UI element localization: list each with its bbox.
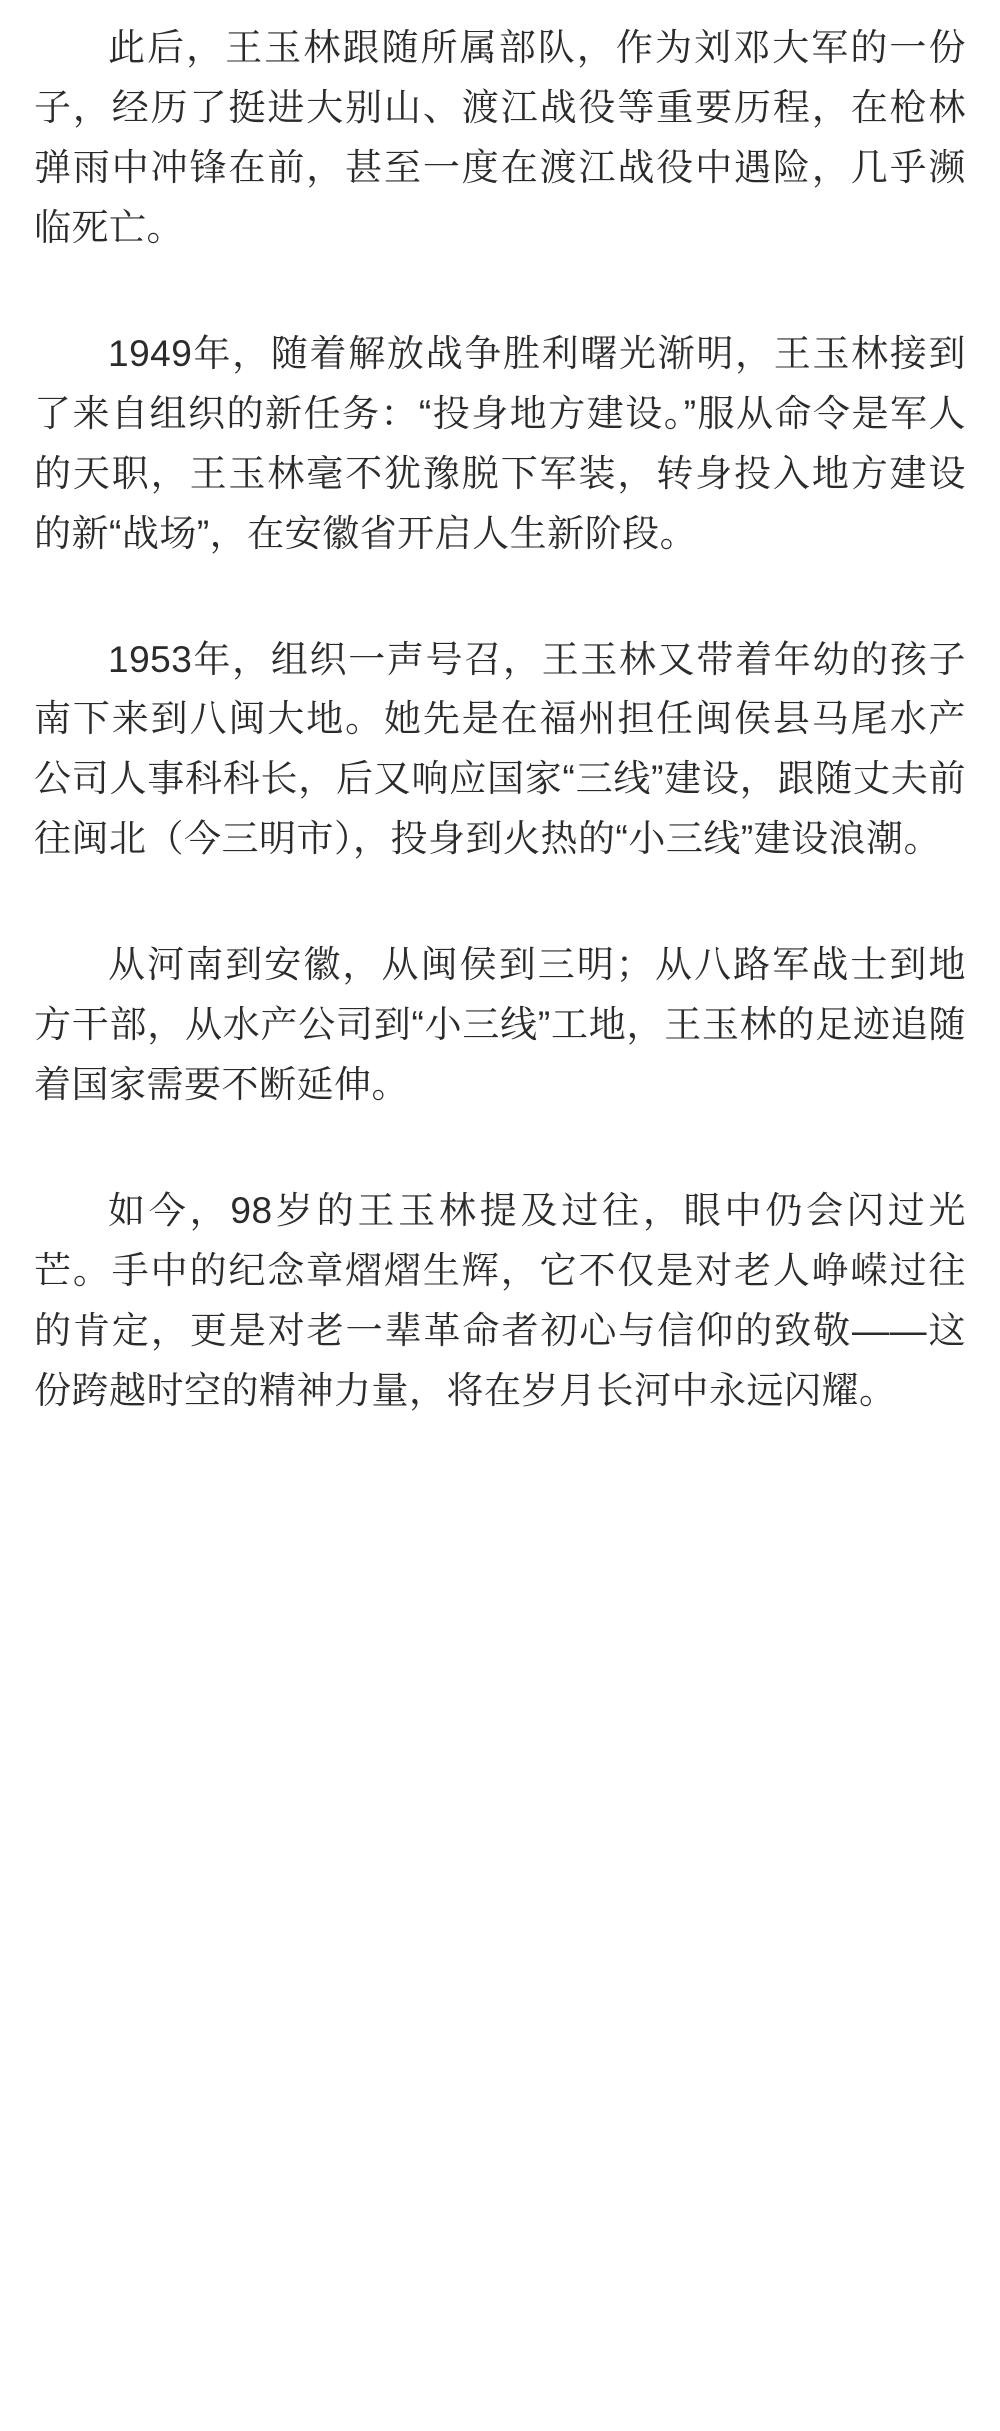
article-paragraph: 此后，王玉林跟随所属部队，作为刘邓大军的一份子，经历了挺进大别山、渡江战役等重要历程，在枪林弹雨中冲锋在前，甚至一度在渡江战役中遇险，几乎濒临死亡。 [34,27,966,248]
article-paragraph: 如今，98岁的王玉林提及过往，眼中仍会闪过光芒。手中的纪念章熠熠生辉，它不仅是对老人峥嵘过往的肯定，更是对老一辈革命者初心与信仰的致敬——这份跨越时空的精神力量，将在岁月长河中永远闪耀。 [34,1190,966,1411]
article-paragraph: 1949年，随着解放战争胜利曙光渐明，王玉林接到了来自组织的新任务：“投身地方建设。”服从命令是军人的天职，王玉林毫不犹豫脱下军装，转身投入地方建设的新“战场”，在安徽省开启人生新阶段。 [34,332,966,554]
article-paragraph: 1953年，组织一声号召，王玉林又带着年幼的孩子南下来到八闽大地。她先是在福州担任闽侯县马尾水产公司人事科科长，后又响应国家“三线”建设，跟随丈夫前往闽北（今三明市），投身到火热的“小三线”建设浪潮。 [34,638,966,860]
article-paragraph: 从河南到安徽，从闽侯到三明；从八路军战士到地方干部，从水产公司到“小三线”工地，王玉林的足迹追随着国家需要不断延伸。 [34,944,966,1106]
